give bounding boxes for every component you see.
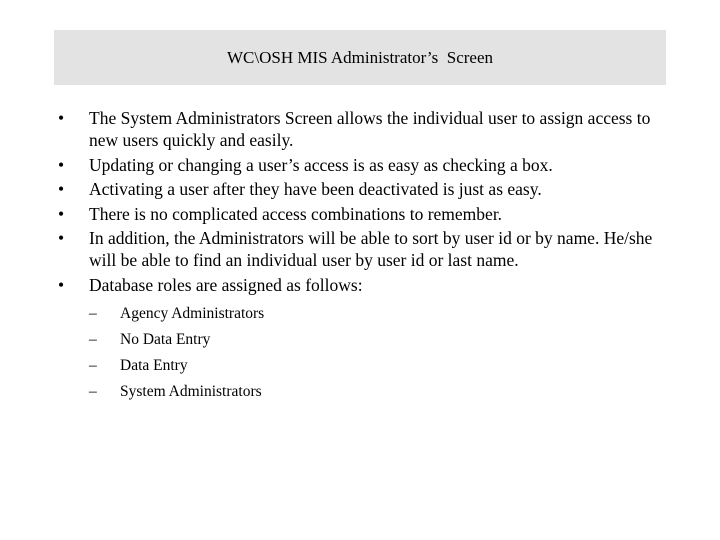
bullet-marker: • <box>58 274 65 295</box>
role-item <box>89 356 678 375</box>
role-text: Agency Administrators <box>120 304 265 322</box>
bullet-marker: • <box>58 179 65 199</box>
bullet-item <box>58 107 678 151</box>
bullet-text: The System Administrators Screen allows the individual user to assign access to new users quickly and easily. <box>89 108 651 150</box>
role-text: Data Entry <box>120 356 188 374</box>
dash-marker: – <box>89 330 97 348</box>
bullet-marker: • <box>58 203 65 224</box>
dash-marker: – <box>89 304 97 322</box>
bullet-list <box>58 107 678 401</box>
role-text: System Administrators <box>120 382 262 400</box>
bullet-text: Activating a user after they have been deactivated is just as easy. <box>89 179 542 199</box>
bullet-marker: • <box>58 154 65 175</box>
bullet-text: Database roles are assigned as follows: <box>89 274 363 295</box>
dash-marker: – <box>89 356 97 374</box>
bullet-text: Updating or changing a user’s access is as easy as checking a box. <box>89 154 553 175</box>
slide-title-bar <box>54 30 666 85</box>
bullet-item <box>58 178 678 200</box>
bullet-text: In addition, the Administrators will be able to sort by user id or by name. He/she will be able to find an individual user by user id or last name. <box>89 228 653 270</box>
bullet-text: There is no complicated access combinations to remember. <box>89 203 503 224</box>
role-text: No Data Entry <box>120 330 211 348</box>
bullet-item <box>58 154 678 176</box>
bullet-item <box>58 203 678 225</box>
role-item <box>89 330 678 349</box>
bullet-item <box>58 274 678 401</box>
role-item <box>89 304 678 323</box>
slide-title: WC\OSH MIS Administrator’s Screen <box>226 47 493 67</box>
slide-content <box>58 107 678 408</box>
bullet-marker: • <box>58 108 65 128</box>
bullet-marker: • <box>58 228 65 248</box>
dash-marker: – <box>89 382 97 400</box>
bullet-item <box>58 227 678 271</box>
role-item <box>89 382 678 401</box>
roles-list <box>89 304 678 401</box>
